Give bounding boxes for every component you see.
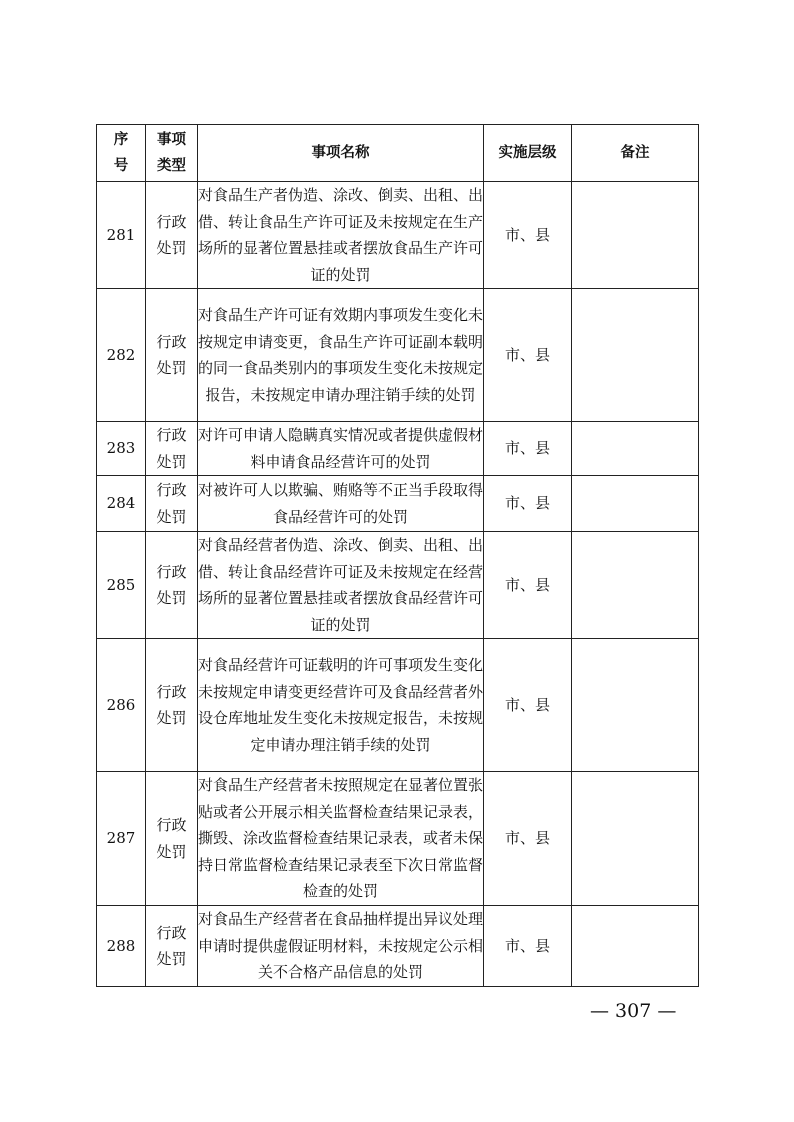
row-seq: 284 [97,476,146,532]
row-name: 对食品生产经营者在食品抽样提出异议处理申请时提供虚假证明材料，未按规定公示相关不合格产品信息的处罚 [198,906,484,987]
row-level: 市、县 [484,289,572,422]
items-table [96,124,699,987]
row-level: 市、县 [484,772,572,906]
header-row [97,125,699,182]
row-seq: 282 [97,289,146,422]
row-type: 行政 处罚 [146,182,198,289]
row-level: 市、县 [484,476,572,532]
table-row [97,476,699,532]
row-note [572,639,699,772]
table-row [97,182,699,289]
row-name: 对食品经营者伪造、涂改、倒卖、出租、出借、转让食品经营许可证及未按规定在经营场所的显著位置悬挂或者摆放食品经营许可证的处罚 [198,532,484,639]
row-seq: 288 [97,906,146,987]
row-type: 行政 处罚 [146,639,198,772]
row-level: 市、县 [484,422,572,476]
table-row [97,639,699,772]
row-seq: 287 [97,772,146,906]
table-row [97,289,699,422]
row-note [572,532,699,639]
row-name: 对食品生产许可证有效期内事项发生变化未按规定申请变更，食品生产许可证副本载明的同一食品类别内的事项发生变化未按规定报告，未按规定申请办理注销手续的处罚 [198,289,484,422]
row-note [572,182,699,289]
row-type: 行政 处罚 [146,532,198,639]
row-name: 对食品生产者伪造、涂改、倒卖、出租、出借、转让食品生产许可证及未按规定在生产场所的显著位置悬挂或者摆放食品生产许可证的处罚 [198,182,484,289]
row-name: 对被许可人以欺骗、贿赂等不正当手段取得食品经营许可的处罚 [198,476,484,532]
header-type: 事项 类型 [146,125,198,182]
row-type: 行政 处罚 [146,422,198,476]
row-seq: 281 [97,182,146,289]
header-note: 备注 [572,125,699,182]
table-row [97,906,699,987]
row-note [572,289,699,422]
row-note [572,772,699,906]
row-level: 市、县 [484,532,572,639]
row-name: 对许可申请人隐瞒真实情况或者提供虚假材料申请食品经营许可的处罚 [198,422,484,476]
row-level: 市、县 [484,906,572,987]
row-name: 对食品经营许可证载明的许可事项发生变化未按规定申请变更经营许可及食品经营者外设仓库地址发生变化未按规定报告，未按规定申请办理注销手续的处罚 [198,639,484,772]
table-row [97,532,699,639]
row-seq: 285 [97,532,146,639]
row-note [572,906,699,987]
row-name: 对食品生产经营者未按照规定在显著位置张贴或者公开展示相关监督检查结果记录表，撕毁、涂改监督检查结果记录表，或者未保持日常监督检查结果记录表至下次日常监督检查的处罚 [198,772,484,906]
row-seq: 283 [97,422,146,476]
row-type: 行政 处罚 [146,772,198,906]
row-type: 行政 处罚 [146,906,198,987]
row-level: 市、县 [484,639,572,772]
row-note [572,422,699,476]
table-row [97,772,699,906]
row-level: 市、县 [484,182,572,289]
row-type: 行政 处罚 [146,476,198,532]
page-number: — 307 — [590,1000,677,1022]
row-note [572,476,699,532]
table-row [97,422,699,476]
row-seq: 286 [97,639,146,772]
header-seq: 序 号 [97,125,146,182]
header-level: 实施层级 [484,125,572,182]
row-type: 行政 处罚 [146,289,198,422]
header-name: 事项名称 [198,125,484,182]
